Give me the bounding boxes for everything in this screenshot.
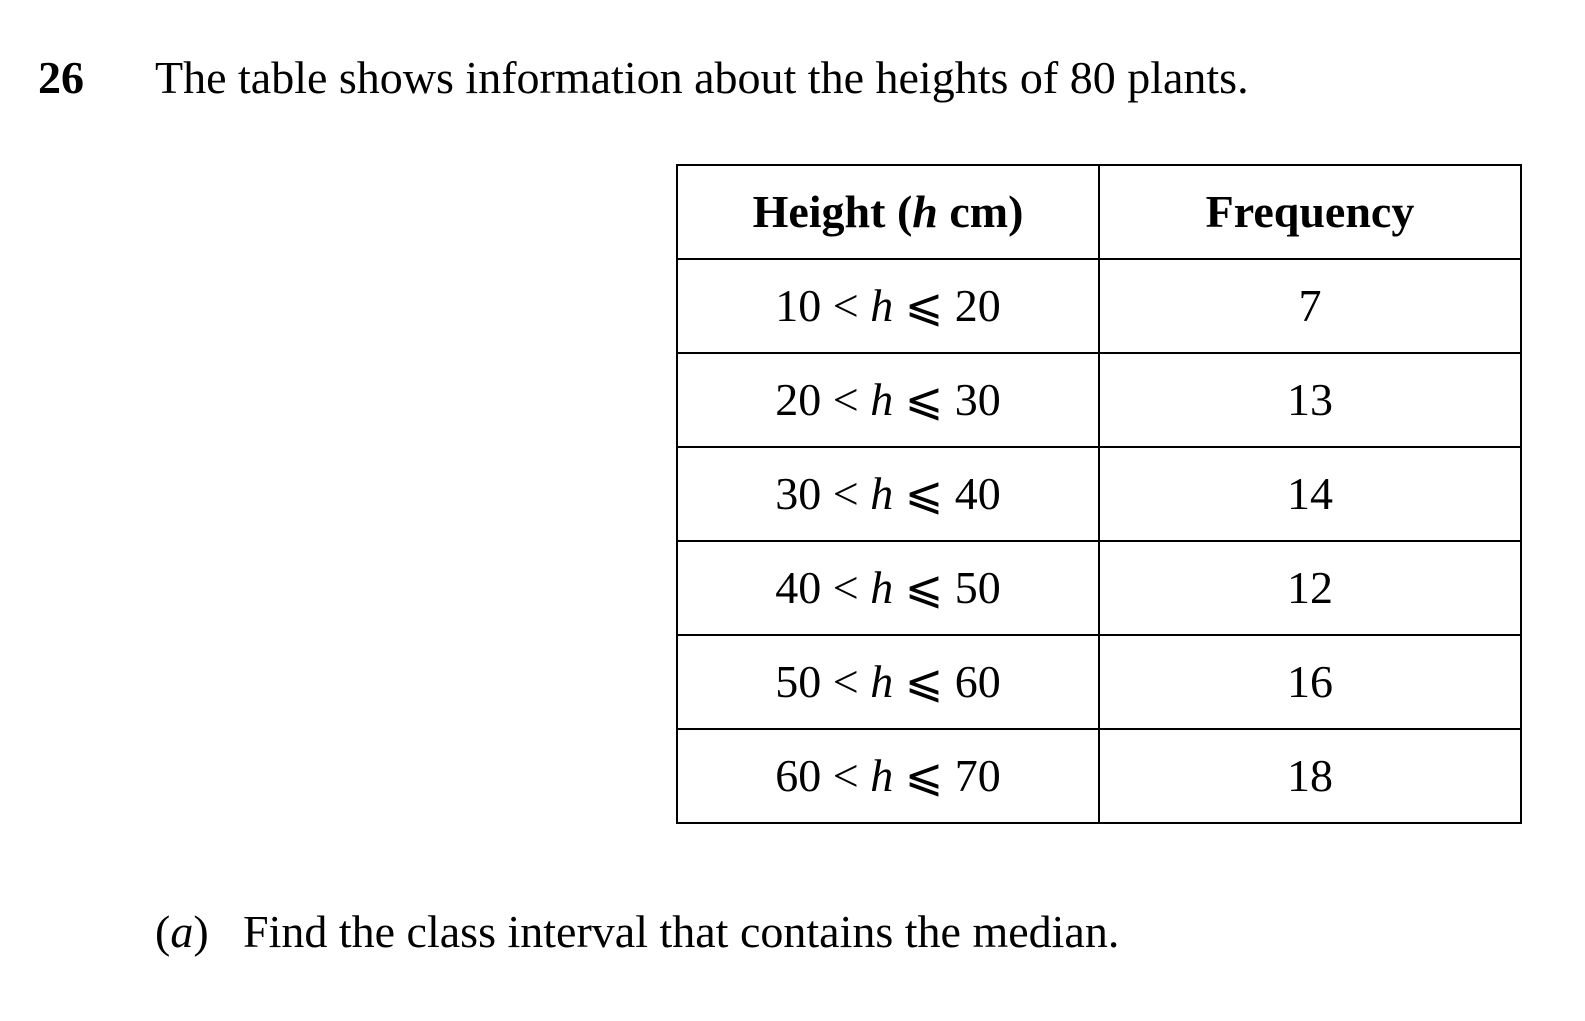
frequency-column-header: Frequency [1099, 165, 1521, 259]
height-interval-cell: 30 < h ⩽ 40 [677, 447, 1099, 541]
table-row [677, 259, 1521, 353]
frequency-cell: 14 [1099, 447, 1521, 541]
frequency-cell: 7 [1099, 259, 1521, 353]
height-interval-cell: 50 < h ⩽ 60 [677, 635, 1099, 729]
frequency-cell: 12 [1099, 541, 1521, 635]
table-row [677, 447, 1521, 541]
table-row [677, 541, 1521, 635]
part-a-label: (a) [155, 906, 209, 957]
table-row [677, 729, 1521, 823]
table-row [677, 635, 1521, 729]
question-stem: The table shows information about the heights of 80 plants. [155, 52, 1249, 103]
height-interval-cell: 10 < h ⩽ 20 [677, 259, 1099, 353]
height-column-header: Height (h cm) [677, 165, 1099, 259]
height-interval-cell: 40 < h ⩽ 50 [677, 541, 1099, 635]
part-a-text: Find the class interval that contains the median. [243, 906, 1120, 957]
height-interval-cell: 20 < h ⩽ 30 [677, 353, 1099, 447]
table-row [677, 353, 1521, 447]
question-number: 26 [38, 52, 84, 103]
height-interval-cell: 60 < h ⩽ 70 [677, 729, 1099, 823]
table-header-row [677, 165, 1521, 259]
frequency-cell: 16 [1099, 635, 1521, 729]
frequency-cell: 18 [1099, 729, 1521, 823]
frequency-table [676, 164, 1522, 824]
frequency-cell: 13 [1099, 353, 1521, 447]
part-a [155, 906, 1119, 958]
